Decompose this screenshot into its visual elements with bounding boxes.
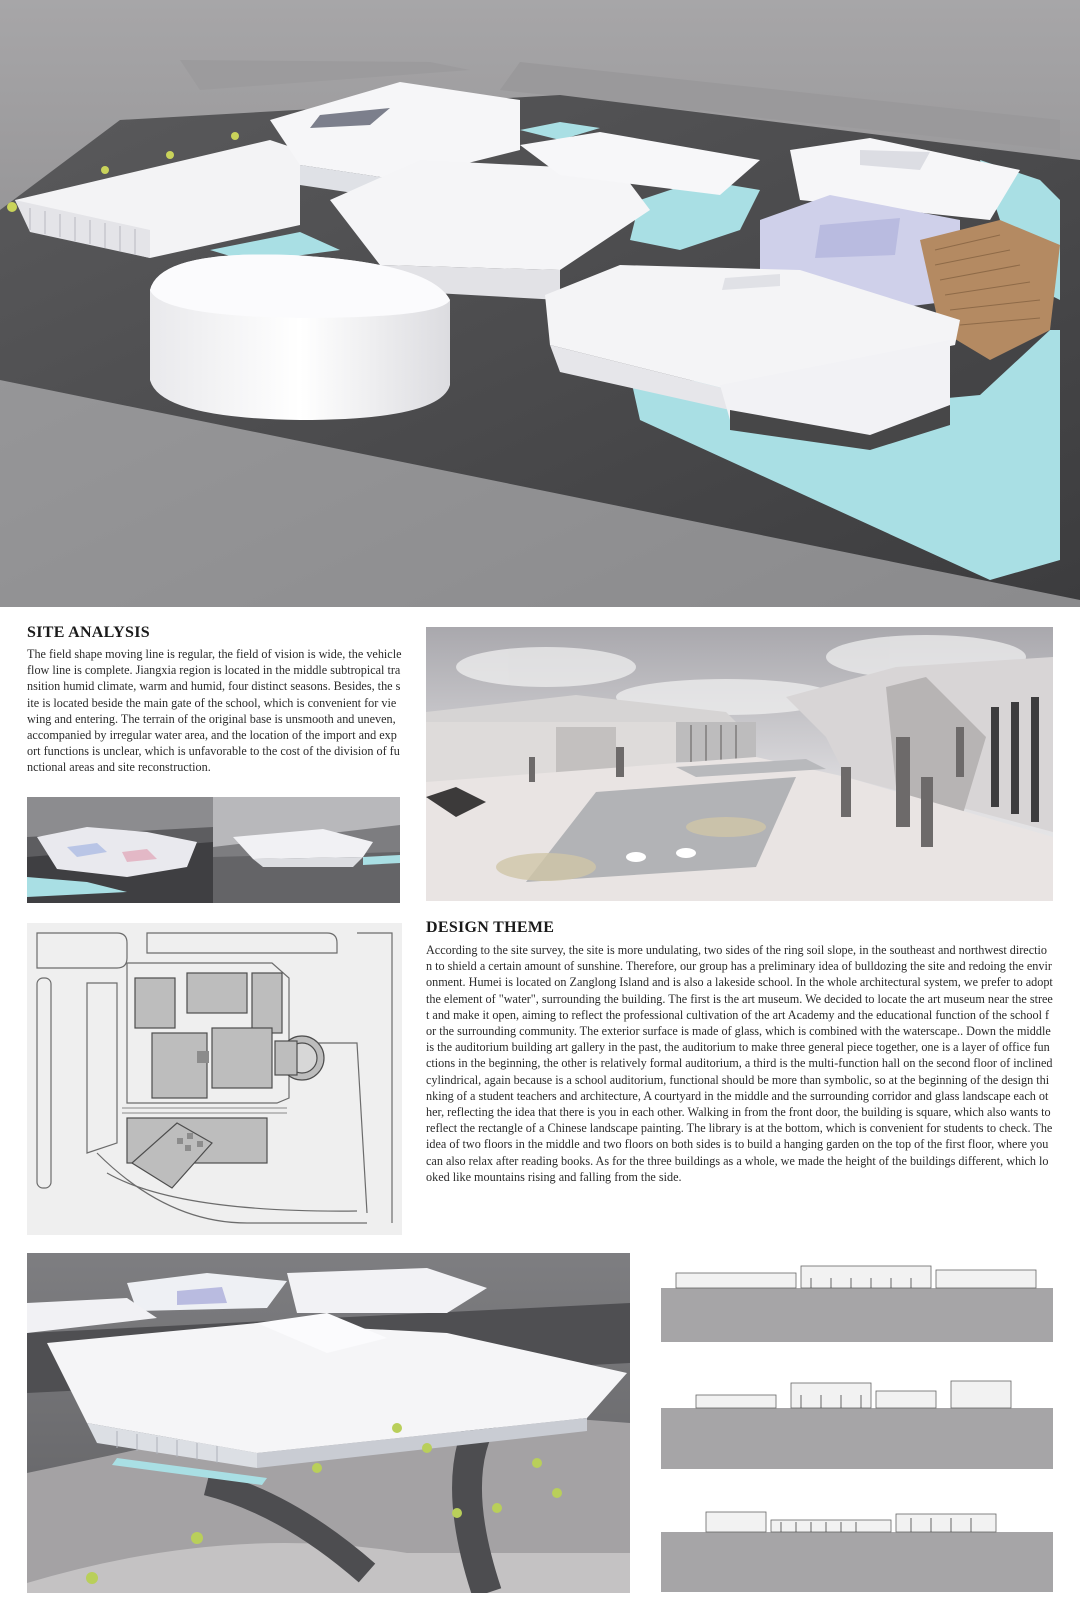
courtyard-perspective-render (426, 627, 1053, 901)
elevation-drawing-2 (661, 1373, 1053, 1469)
site-model-photo-right (213, 797, 400, 903)
design-theme-text: According to the site survey, the site is more undulating, two sides of the ring soil slope, in the southeast and northwest direction to shield a certain amount of sunshine. Therefore, our group has a preliminary idea of bulldozing the site and redoing the environment. Humei is located on Zanglong Island and is also a lakeside school. In the whole architectural system, we prefer to adopt the element of "water", surrounding the building. The first is the art museum. We decided to locate the art museum near the street and make it open, aiming to reflect the professional cultivation of the art Academy and the educational function of the school for the surrounding community. The exterior surface is made of glass, which is combined with the waterscape.. Down the middle is the auditorium building art gallery in the past, the auditorium to make three general piece together, one is a layer of office functions in the beginning, the other is relatively formal auditorium, a third is the multi-function hall on the second floor of inclined cylindrical, again because is a school auditorium, functional should be more than symbolic, so at the beginning of the design thinking of a student teachers and architecture, A courtyard in the middle and the surrounding corridor and glass landscape each other, reflecting the idea that there is you in each other. Walking in from the front door, the building is square, which also wants to reflect the rectangle of a Chinese landscape painting. The library is at the bottom, which is convenient for students to check. The idea of two floors in the middle and two floors on both sides is to build a hanging garden on the top of the first floor, where you can also relax after reading books. As for the three buildings as a whole, we made the height of the buildings different, which looked like mountains rising and falling from the side. (426, 943, 1053, 1184)
elevation-drawing-3 (661, 1500, 1053, 1592)
site-analysis-title: SITE ANALYSIS (27, 624, 150, 641)
design-theme-title: DESIGN THEME (426, 919, 555, 936)
elevation-drawing-1 (661, 1258, 1053, 1342)
site-model-photo-left (27, 797, 213, 903)
site-plan-drawing (27, 923, 402, 1235)
hero-model-render (0, 0, 1080, 607)
aerial-model-render (27, 1253, 630, 1593)
site-analysis-text: The field shape moving line is regular, the field of vision is wide, the vehicle flow line is complete. Jiangxia region is located in the middle subtropical transition humid climate, warm and humid, four distinct seasons. Besides, the site is located beside the main gate of the school, which is convenient for viewing and entering. The terrain of the original base is unsmooth and uneven, accompanied by irregular water area, and the location of the import and export functions is unclear, which is unfavorable to the cost of the division of functional areas and site reconstruction. (27, 647, 402, 775)
